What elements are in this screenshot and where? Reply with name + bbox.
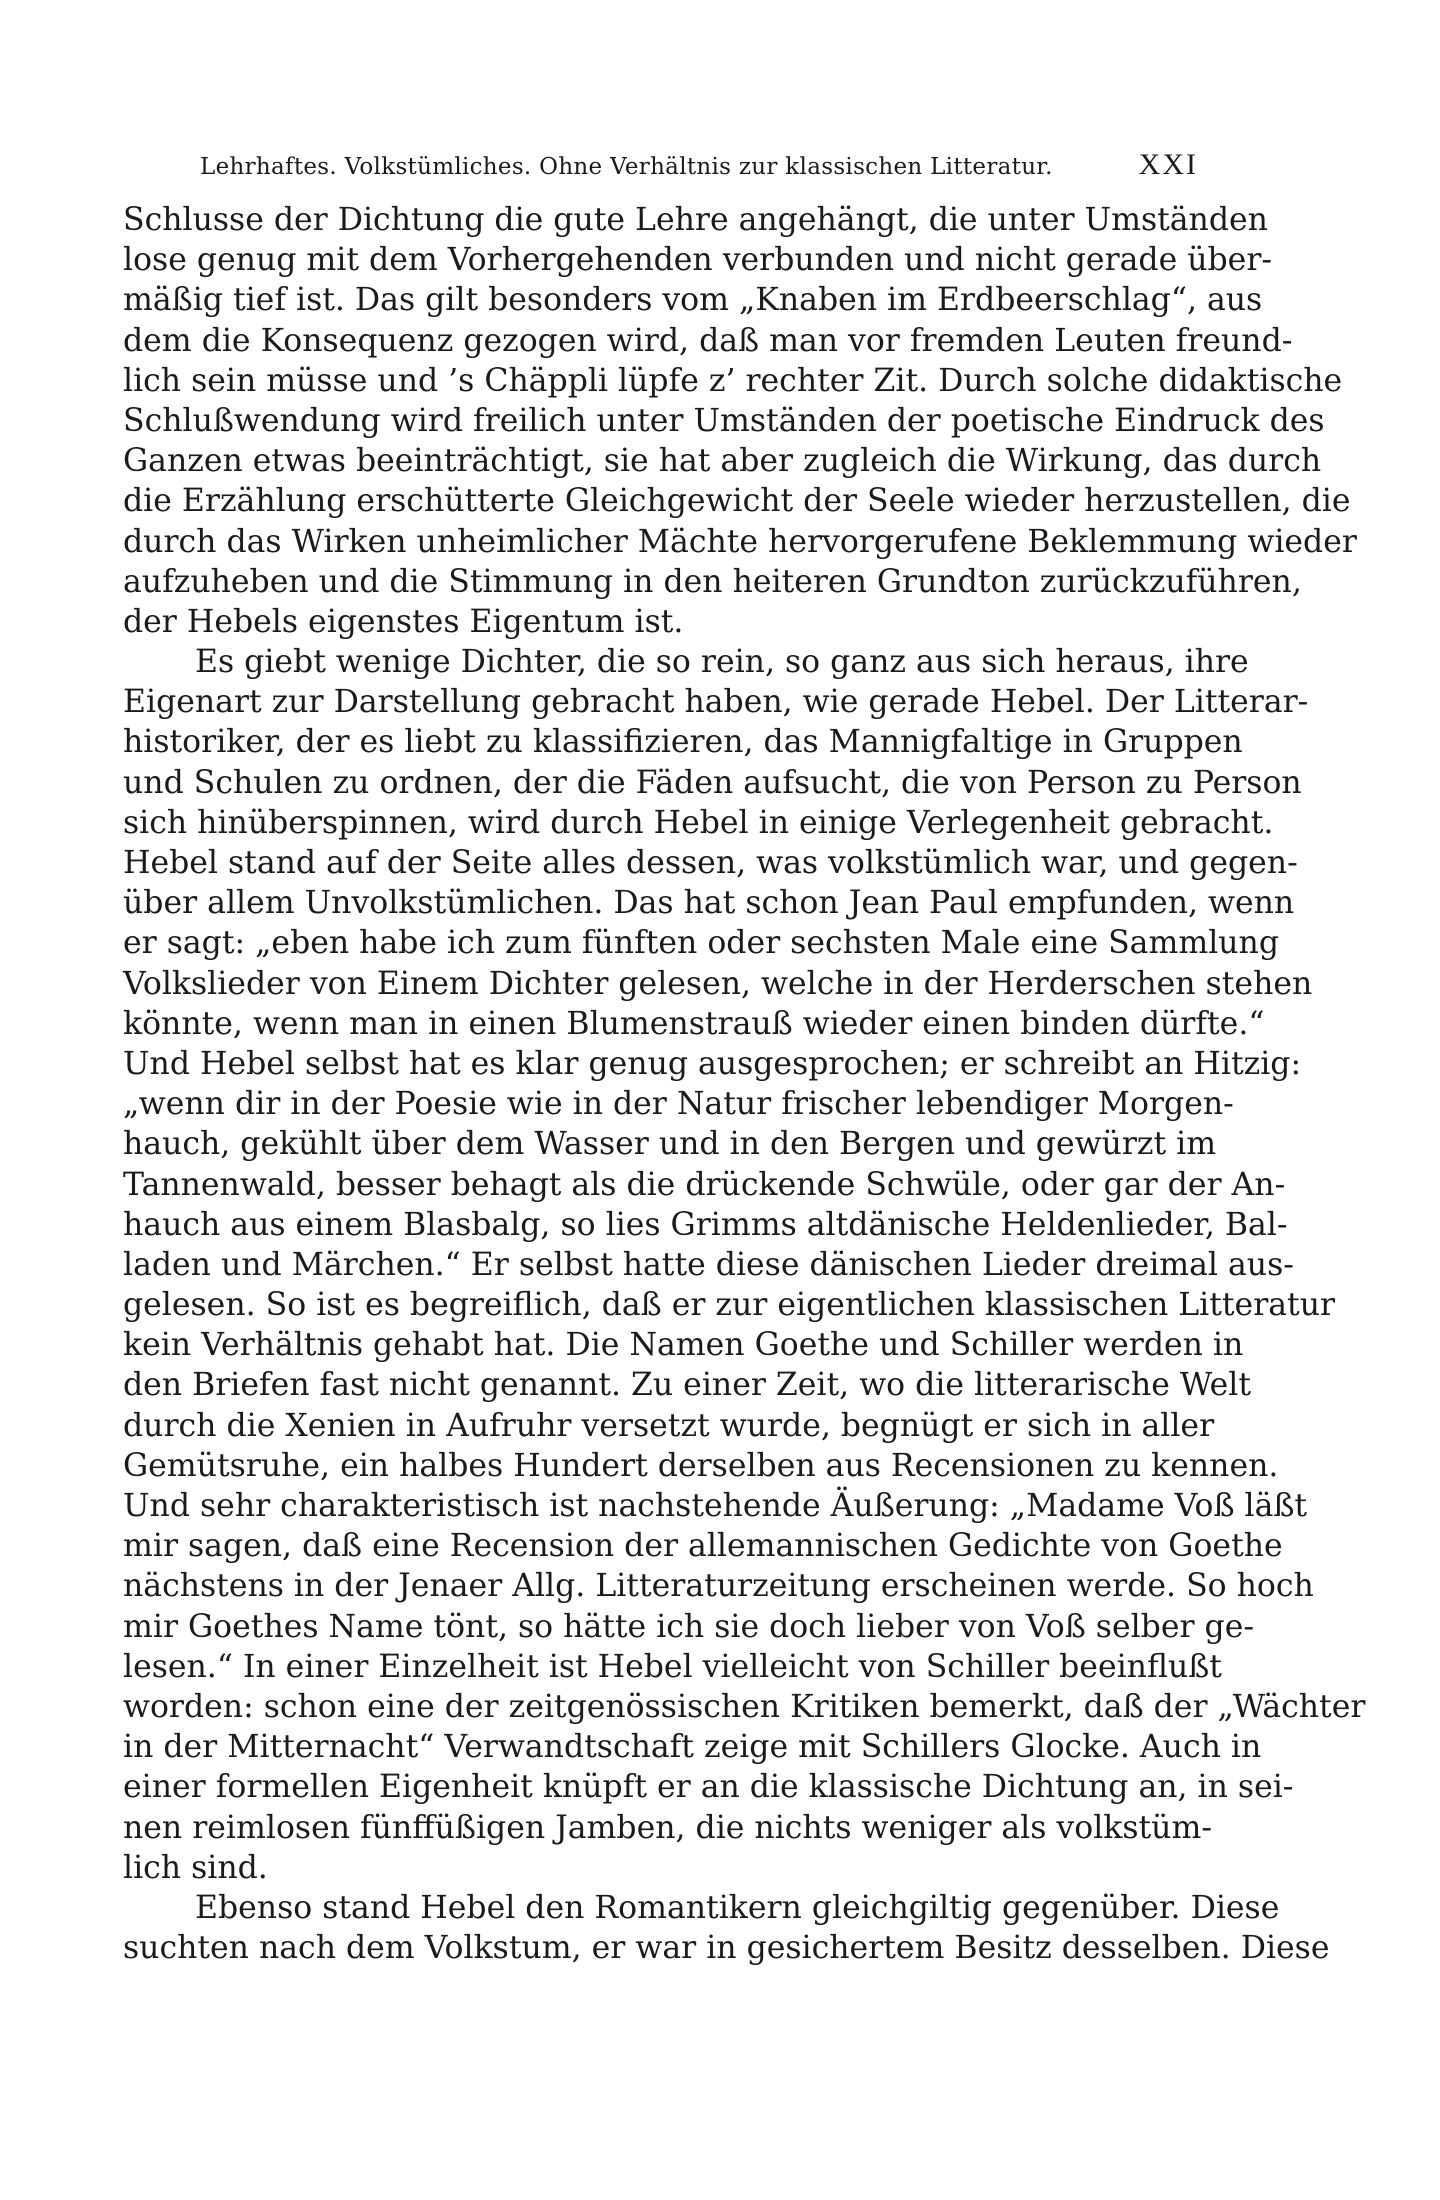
paragraph [123, 1888, 1330, 1968]
page-number: XXI [1138, 148, 1198, 181]
text-line: mir Goethes Name tönt, so hätte ich sie doch lieber von Voß selber ge- [123, 1608, 1254, 1645]
text-line: aufzuheben und die Stimmung in den heiteren Grundton zurückzuführen, [123, 563, 1302, 600]
text-line: lich sind. [123, 1849, 268, 1886]
text-line: lose genug mit dem Vorhergehenden verbunden und nicht gerade über- [123, 242, 1273, 279]
text-line: Und sehr charakteristisch ist nachstehende Äußerung: „Madame Voß läßt [123, 1488, 1308, 1524]
text-line: einer formellen Eigenheit knüpft er an die klassische Dichtung an, in sei- [123, 1769, 1294, 1806]
text-line: hauch aus einem Blasbalg, so lies Grimms altdänische Heldenlieder, Bal- [123, 1206, 1288, 1243]
text-line: Hebel stand auf der Seite alles dessen, was volkstümlich war, und gegen- [123, 845, 1298, 881]
paragraph [123, 642, 1366, 1888]
text-line: mäßig tief ist. Das gilt besonders vom „Knaben im Erdbeerschlag“, aus [123, 282, 1263, 319]
text-line: Schlußwendung wird freilich unter Umständen der poetische Eindruck des [123, 402, 1325, 439]
text-line: Volkslieder von Einem Dichter gelesen, welche in der Herderschen stehen [123, 965, 1313, 1002]
text-line: Ganzen etwas beeinträchtigt, sie hat aber zugleich die Wirkung, das durch [123, 443, 1322, 480]
text-line: historiker, der es liebt zu klassifizieren, das Mannigfaltige in Gruppen [123, 724, 1243, 761]
text-line: „wenn dir in der Poesie wie in der Natur frischer lebendiger Morgen- [123, 1086, 1234, 1123]
running-head [200, 148, 1198, 188]
text-line: den Briefen fast nicht genannt. Zu einer Zeit, wo die litterarische Welt [123, 1367, 1252, 1404]
text-line: Ebenso stand Hebel den Romantikern gleichgiltig gegenüber. Diese [195, 1889, 1280, 1926]
text-line: Eigenart zur Darstellung gebracht haben, wie gerade Hebel. Der Litterar- [123, 684, 1309, 721]
text-line: Schlusse der Dichtung die gute Lehre angehängt, die unter Umständen [123, 202, 1268, 238]
text-line: worden: schon eine der zeitgenössischen Kritiken bemerkt, daß der „Wächter [123, 1688, 1366, 1725]
text-line: die Erzählung erschütterte Gleichgewicht der Seele wieder herzustellen, die [123, 483, 1351, 520]
text-line: Es giebt wenige Dichter, die so rein, so ganz aus sich heraus, ihre [195, 644, 1249, 681]
running-title: Lehrhaftes. Volkstümliches. Ohne Verhältnis zur klassischen Litteratur. [200, 154, 1053, 180]
text-line: durch das Wirken unheimlicher Mächte hervorgerufene Beklemmung wieder [123, 523, 1357, 560]
text-line: laden und Märchen.“ Er selbst hatte diese dänischen Lieder dreimal aus- [123, 1246, 1294, 1283]
body-text [123, 200, 1366, 1968]
text-line: mir sagen, daß eine Recension der allemannischen Gedichte von Goethe [123, 1528, 1283, 1565]
text-line: über allem Unvolkstümlichen. Das hat schon Jean Paul empfunden, wenn [123, 885, 1295, 922]
text-line: der Hebels eigenstes Eigentum ist. [123, 603, 684, 640]
text-line: Gemütsruhe, ein halbes Hundert derselben aus Recensionen zu kennen. [123, 1447, 1279, 1484]
text-line: könnte, wenn man in einen Blumenstrauß wieder einen binden dürfte.“ [123, 1005, 1265, 1042]
text-line: gelesen. So ist es begreiflich, daß er zur eigentlichen klassischen Litteratur [123, 1287, 1336, 1324]
text-line: er sagt: „eben habe ich zum fünften oder sechsten Male eine Sammlung [123, 925, 1280, 962]
text-line: nächstens in der Jenaer Allg. Litteraturzeitung erscheinen werde. So hoch [123, 1568, 1314, 1605]
text-line: Tannenwald, besser behagt als die drückende Schwüle, oder gar der An- [123, 1166, 1286, 1203]
text-line: lesen.“ In einer Einzelheit ist Hebel vielleicht von Schiller beeinflußt [123, 1648, 1222, 1685]
text-line: in der Mitternacht“ Verwandtschaft zeige mit Schillers Glocke. Auch in [123, 1729, 1262, 1766]
text-line: durch die Xenien in Aufruhr versetzt wurde, begnügt er sich in aller [123, 1407, 1215, 1444]
text-line: nen reimlosen fünffüßigen Jamben, die nichts weniger als volkstüm- [123, 1809, 1212, 1846]
text-line: Und Hebel selbst hat es klar genug ausgesprochen; er schreibt an Hitzig: [123, 1045, 1302, 1082]
text-line: suchten nach dem Volkstum, er war in gesichertem Besitz desselben. Diese [123, 1930, 1330, 1967]
text-line: sich hinüberspinnen, wird durch Hebel in einige Verlegenheit gebracht. [123, 804, 1274, 841]
text-line: und Schulen zu ordnen, der die Fäden aufsucht, die von Person zu Person [123, 764, 1302, 801]
text-line: lich sein müsse und ’s Chäppli lüpfe z’ rechter Zit. Durch solche didaktische [123, 362, 1343, 399]
text-line: dem die Konsequenz gezogen wird, daß man vor fremden Leuten freund- [123, 322, 1293, 359]
text-line: hauch, gekühlt über dem Wasser und in den Bergen und gewürzt im [123, 1126, 1217, 1163]
text-line: kein Verhältnis gehabt hat. Die Namen Goethe und Schiller werden in [123, 1327, 1244, 1364]
paragraph [123, 200, 1357, 642]
